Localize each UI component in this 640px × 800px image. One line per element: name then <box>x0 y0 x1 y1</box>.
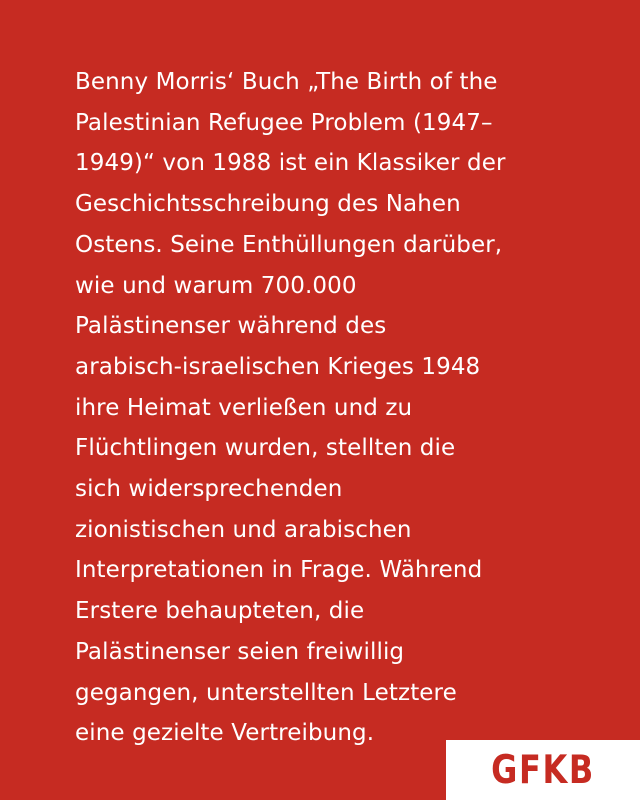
text-line: Interpretationen in Frage. Während <box>75 557 483 584</box>
text-line: Ostens. Seine Enthüllungen darüber, <box>75 231 503 258</box>
text-line: arabisch-israelischen Krieges 1948 <box>75 353 481 380</box>
text-line: eine gezielte Vertreibung. <box>75 720 375 747</box>
text-line: Geschichtsschreibung des Nahen <box>75 191 461 218</box>
text-line: Erstere behaupteten, die <box>75 598 365 625</box>
text-line: 1949)“ von 1988 ist ein Klassiker der <box>75 150 506 177</box>
body-text <box>75 62 605 754</box>
text-line: sich widersprechenden <box>75 476 343 503</box>
text-line: Flüchtlingen wurden, stellten die <box>75 435 456 462</box>
text-line: gegangen, unterstellten Letztere <box>75 679 457 706</box>
text-line: Palestinian Refugee Problem (1947– <box>75 109 493 136</box>
text-line: ihre Heimat verließen und zu <box>75 394 413 421</box>
text-line: Palästinenser seien freiwillig <box>75 638 405 665</box>
logo-text: GFKB <box>491 747 595 793</box>
text-line: wie und warum 700.000 <box>75 272 357 299</box>
text-line: Benny Morris‘ Buch „The Birth of the <box>75 69 498 95</box>
gfkb-logo <box>446 740 640 800</box>
text-line: zionistischen und arabischen <box>75 516 412 543</box>
text-line: Palästinenser während des <box>75 313 387 340</box>
